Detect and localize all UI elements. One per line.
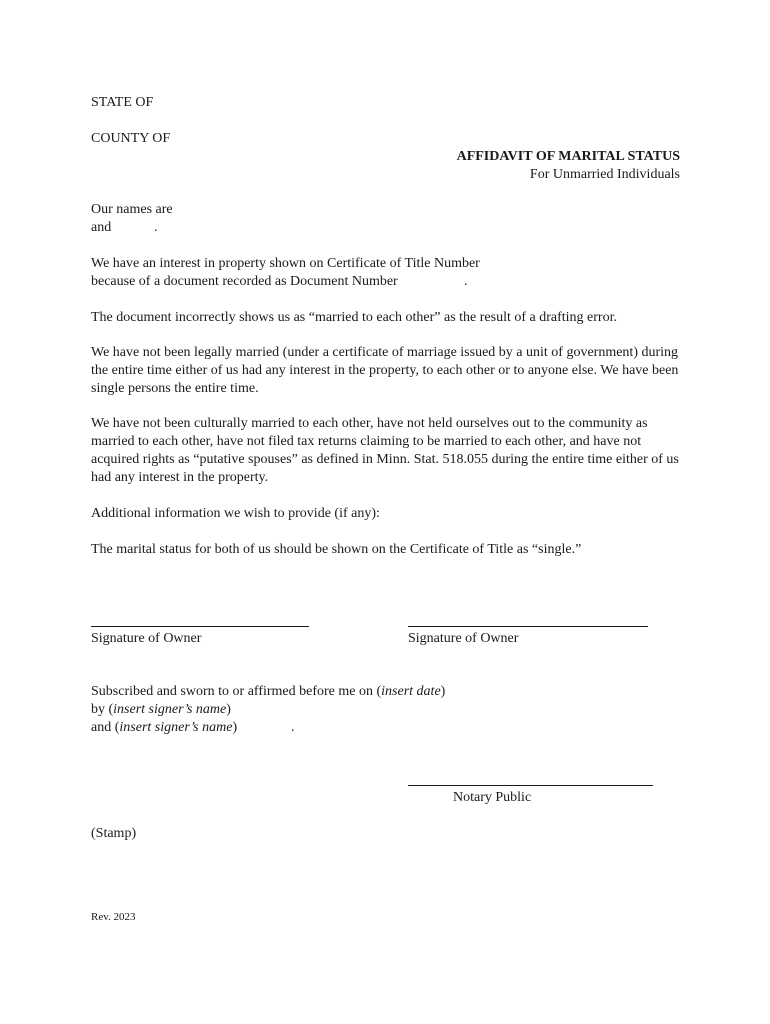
- owner-2-signature-line: [408, 626, 648, 627]
- cultural-marriage-paragraph: We have not been culturally married to each other, have not held ourselves out to the community as married to each other, have not filed tax returns claiming to be married to each other, and have not acquired rights as “putative spouses” as defined in Minn. Stat. 518.055 during the entire time either of us had any interest in the property.: [91, 416, 679, 485]
- sworn-date-line: Subscribed and sworn to or affirmed before me on (insert date): [91, 684, 446, 699]
- incorrect-statement: The document incorrectly shows us as “married to each other” as the result of a drafting error.: [91, 310, 617, 325]
- state-label: STATE OF: [91, 95, 154, 110]
- property-line-2-end: .: [464, 274, 468, 289]
- sworn-and-line-end: .: [291, 720, 295, 735]
- names-line-2-prefix: and: [91, 220, 112, 235]
- names-line-1: Our names are: [91, 202, 173, 217]
- property-line-1: We have an interest in property shown on Certificate of Title Number: [91, 256, 480, 271]
- sworn-by-line: by (insert signer’s name): [91, 702, 231, 717]
- property-line-2: because of a document recorded as Document Number: [91, 274, 398, 289]
- owner-2-signature-label: Signature of Owner: [408, 631, 519, 646]
- stamp-label: (Stamp): [91, 826, 137, 841]
- names-line-2-end: .: [154, 220, 158, 235]
- revision-label: Rev. 2023: [91, 911, 136, 923]
- sworn-and-line: and (insert signer’s name): [91, 720, 238, 735]
- owner-1-signature-line: [91, 626, 309, 627]
- document-title: AFFIDAVIT OF MARITAL STATUS: [456, 149, 680, 164]
- notary-public-label: Notary Public: [453, 790, 532, 805]
- additional-info-label: Additional information we wish to provide (if any):: [91, 506, 380, 521]
- county-label: COUNTY OF: [91, 131, 171, 146]
- owner-1-signature-label: Signature of Owner: [91, 631, 202, 646]
- marital-status-statement: The marital status for both of us should be shown on the Certificate of Title as “single.”: [91, 542, 582, 557]
- legal-marriage-paragraph: We have not been legally married (under a certificate of marriage issued by a unit of government) during the entire time either of us had any interest in the property, to each other or to anyone else. We have been single persons the entire time.: [91, 345, 679, 396]
- document-subtitle: For Unmarried Individuals: [529, 167, 680, 182]
- notary-signature-line: [408, 785, 653, 786]
